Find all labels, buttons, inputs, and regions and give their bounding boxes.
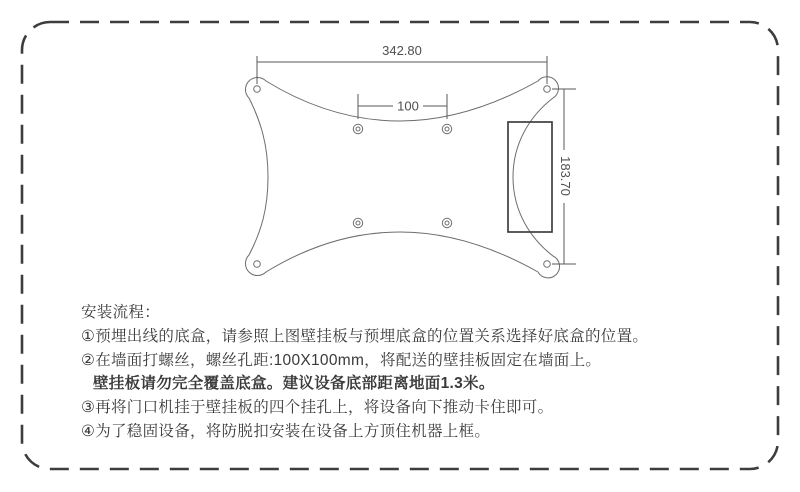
width-dimension-label: 342.80 xyxy=(382,43,422,58)
instruction-step-4: ④为了稳固设备，将防脱扣安装在设备上方顶住机器上框。 xyxy=(81,422,491,440)
corner-hole-top-right xyxy=(544,86,551,93)
installation-instructions xyxy=(81,301,761,444)
instruction-step-2-note: 壁挂板请勿完全覆盖底盒。建议设备底部距离地面1.3米。 xyxy=(93,375,495,393)
height-dimension xyxy=(552,89,576,264)
corner-hole-bottom-left xyxy=(254,261,261,268)
corner-hole-bottom-right xyxy=(544,261,551,268)
screw-hole-top-right xyxy=(442,124,451,133)
screw-hole-bottom-left xyxy=(353,218,362,227)
screw-pitch-dimension-label: 100 xyxy=(397,98,419,114)
height-dimension-label: 183.70 xyxy=(558,156,573,196)
screw-pitch-dimension xyxy=(358,94,447,119)
instruction-step-2: ②在墙面打螺丝，螺丝孔距:100X100mm，将配送的壁挂板固定在墙面上。 xyxy=(81,351,602,369)
instruction-step-1: ①预埋出线的底盒，请参照上图壁挂板与预埋底盒的位置关系选择好底盒的位置。 xyxy=(81,327,649,345)
screw-hole-bottom-right xyxy=(442,218,451,227)
instruction-step-3: ③再将门口机挂于壁挂板的四个挂孔上，将设备向下推动卡住即可。 xyxy=(81,399,554,417)
screw-hole-top-left xyxy=(353,124,362,133)
width-dimension xyxy=(257,43,547,84)
instructions-title: 安装流程： xyxy=(81,304,161,321)
embedded-outlet-box xyxy=(508,122,552,232)
corner-hole-top-left xyxy=(254,86,261,93)
